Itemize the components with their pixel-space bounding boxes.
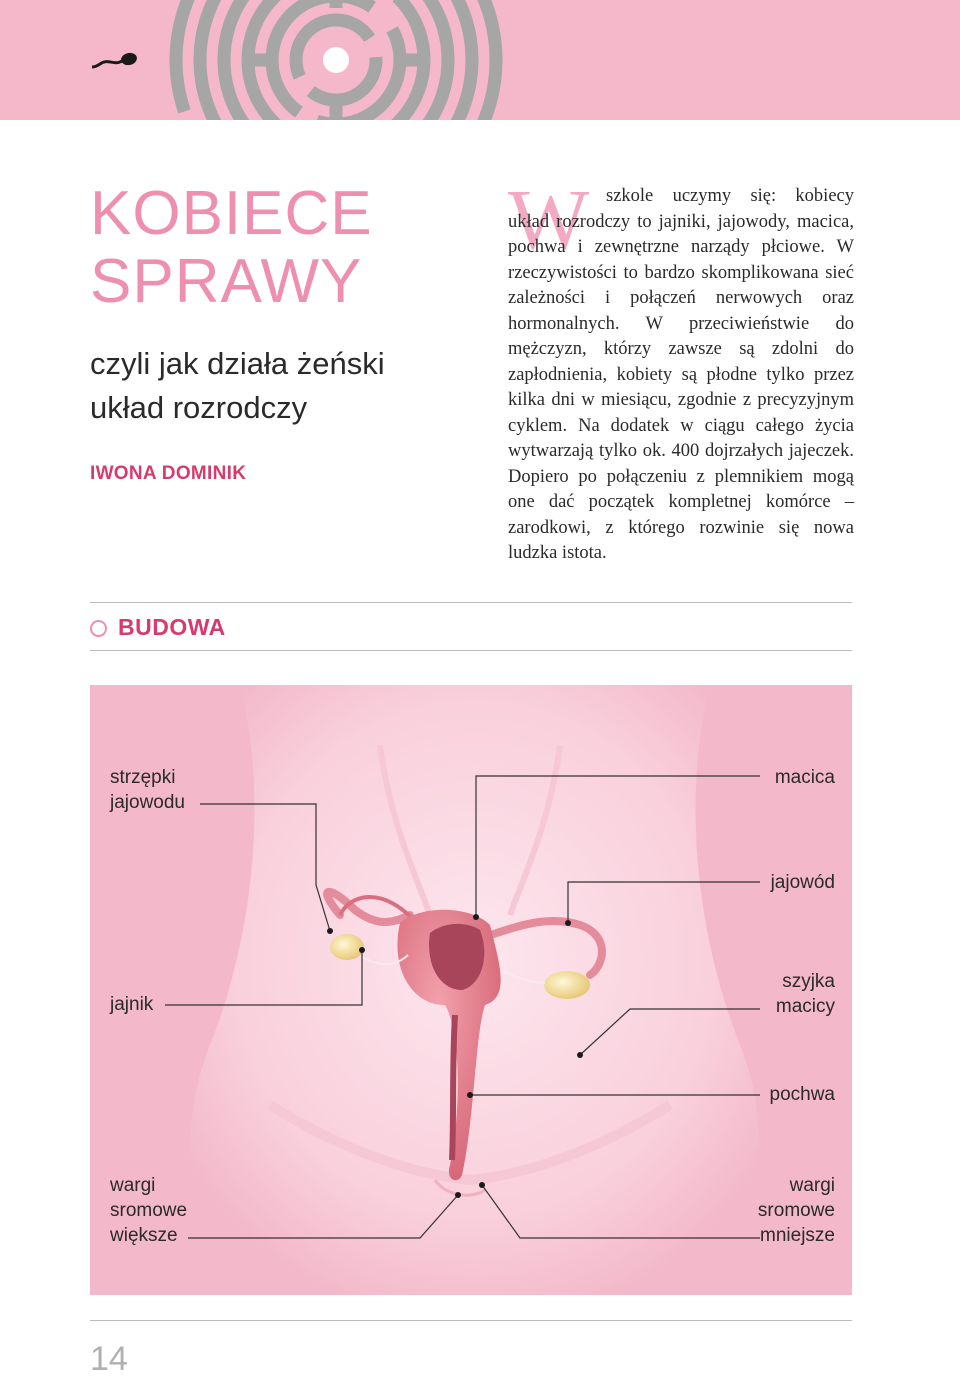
page-number: 14 — [90, 1340, 128, 1378]
drop-cap: W — [508, 171, 590, 267]
label-labia-minora: wargi sromowe mniejsze — [757, 1175, 835, 1246]
section-rule-bottom — [90, 650, 852, 651]
circle-marker-icon — [90, 620, 107, 637]
maze-icon — [160, 0, 510, 120]
intro-text: szkole uczymy się: kobiecy układ rozrodczy to jajniki, jajowody, macica, pochwa i zewnętrzne narządy płciowe. W rzeczywistości to bardzo skomplikowana sieć zależności i połączeń nerwowych oraz hormonalnych. W przeciwieństwie do mężczyzn, którzy zawsze są zdolni do zapłodnienia, kobiety są płodne tylko przez kilka dni w miesiącu, zgodnie z precyzyjnym cyklem. Na dodatek w ciągu całego życia wytwarzają tylko ok. 400 dojrzałych jajeczek. Dopiero po połączeniu z plemnikiem mogą one dać początek kompletnej komórce – zarodkowi, z którego rozwinie się nowa ludzka istota. — [508, 186, 854, 563]
author-name: IWONA DOMINIK — [90, 463, 247, 484]
page-subtitle: czyli jak działa żeński układ rozrodczy — [90, 346, 385, 425]
page-title: KOBIECE SPRAWY — [90, 179, 373, 316]
header-band — [0, 0, 960, 120]
label-vagina: pochwa — [769, 1084, 835, 1105]
section-rule-top — [90, 602, 852, 603]
anatomy-illustration — [90, 685, 852, 1295]
section-title: BUDOWA — [118, 614, 226, 640]
label-ovary: jajnik — [110, 994, 154, 1015]
anatomy-diagram — [90, 685, 852, 1295]
label-labia-majora: wargi sromowe większe — [110, 1175, 188, 1246]
footer-rule — [90, 1320, 852, 1321]
sperm-icon — [92, 48, 142, 74]
label-uterus: macica — [774, 767, 835, 788]
label-cervix: szyjka macicy — [775, 971, 835, 1017]
label-fimbriae: strzępki jajowodu — [110, 767, 185, 813]
label-fallopian-tube: jajowód — [770, 872, 835, 893]
